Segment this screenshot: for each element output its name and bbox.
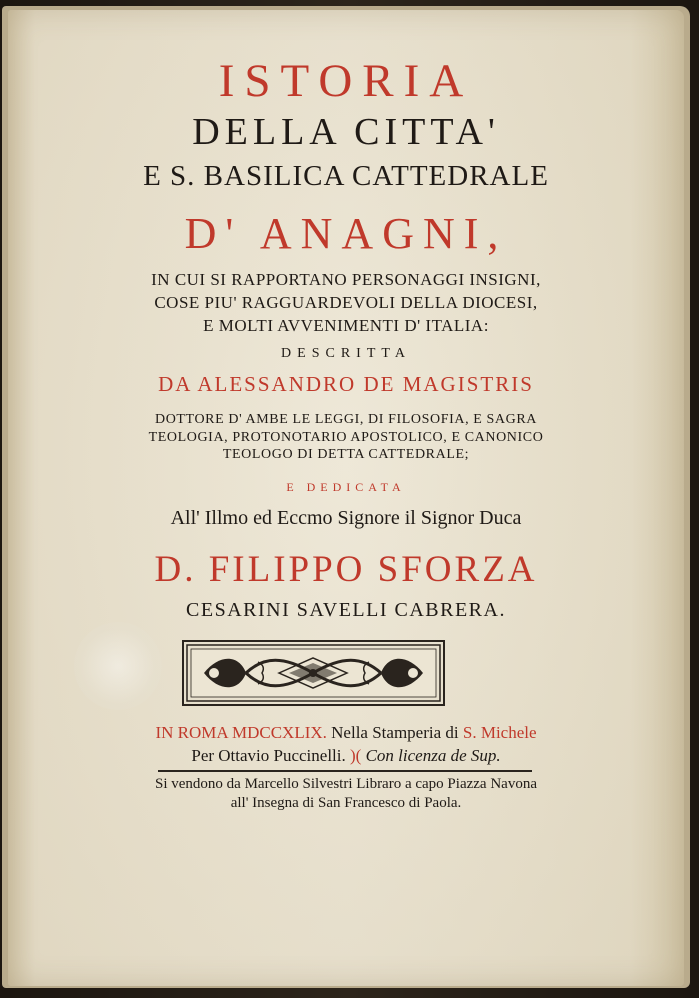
subtitle-line: COSE PIU' RAGGUARDEVOLI DELLA DIOCESI, [154,293,538,312]
subtitle-line: E MOLTI AVVENIMENTI D' ITALIA: [203,316,489,335]
dedication-address: All' Illmo ed Eccmo Signore il Signor Duca [170,507,522,529]
dedicata-label: E DEDICATA [286,480,406,494]
imprint-press-name: S. Michele [462,723,537,742]
credentials-line: TEOLOGIA, PROTONOTARIO APOSTOLICO, E CANONICO [148,430,544,445]
bookseller-line: Si vendono da Marcello Silvestri Libraro a capo Piazza Navona [155,776,537,792]
descritta-label: DESCRITTA [281,346,411,361]
title-page [8,10,684,986]
imprint-place-date: IN ROMA MDCCXLIX. [155,723,327,742]
imprint-press: Nella Stamperia di [331,723,459,742]
title-della-citta: DELLA CITTA' [192,111,500,153]
credentials-line: TEOLOGO DI DETTA CATTEDRALE; [222,447,470,462]
imprint-separator: )( [350,746,362,765]
credentials-line: DOTTORE D' AMBE LE LEGGI, DI FILOSOFIA, E SAGRA [154,412,537,427]
dedicatee-name: D. FILIPPO SFORZA [154,549,538,590]
blind-stamp [74,622,162,710]
title-istoria: ISTORIA [218,55,474,107]
ornament-icon [184,642,443,704]
imprint-printer: Per Ottavio Puccinelli. [191,746,346,765]
imprint-license: Con licenza de Sup. [365,746,501,765]
printer-ornament [182,640,445,706]
subtitle-line: IN CUI SI RAPPORTANO PERSONAGGI INSIGNI, [151,270,541,289]
dedicatee-family: CESARINI SAVELLI CABRERA. [186,599,506,621]
bookseller-line: all' Insegna di San Francesco di Paola. [230,795,462,811]
imprint-rule [158,770,532,772]
title-basilica: E S. BASILICA CATTEDRALE [143,160,549,192]
title-anagni: D' ANAGNI, [184,209,508,258]
imprint-line-1 [8,723,684,743]
author-name: DA ALESSANDRO DE MAGISTRIS [158,372,534,396]
imprint-line-2 [8,746,684,766]
